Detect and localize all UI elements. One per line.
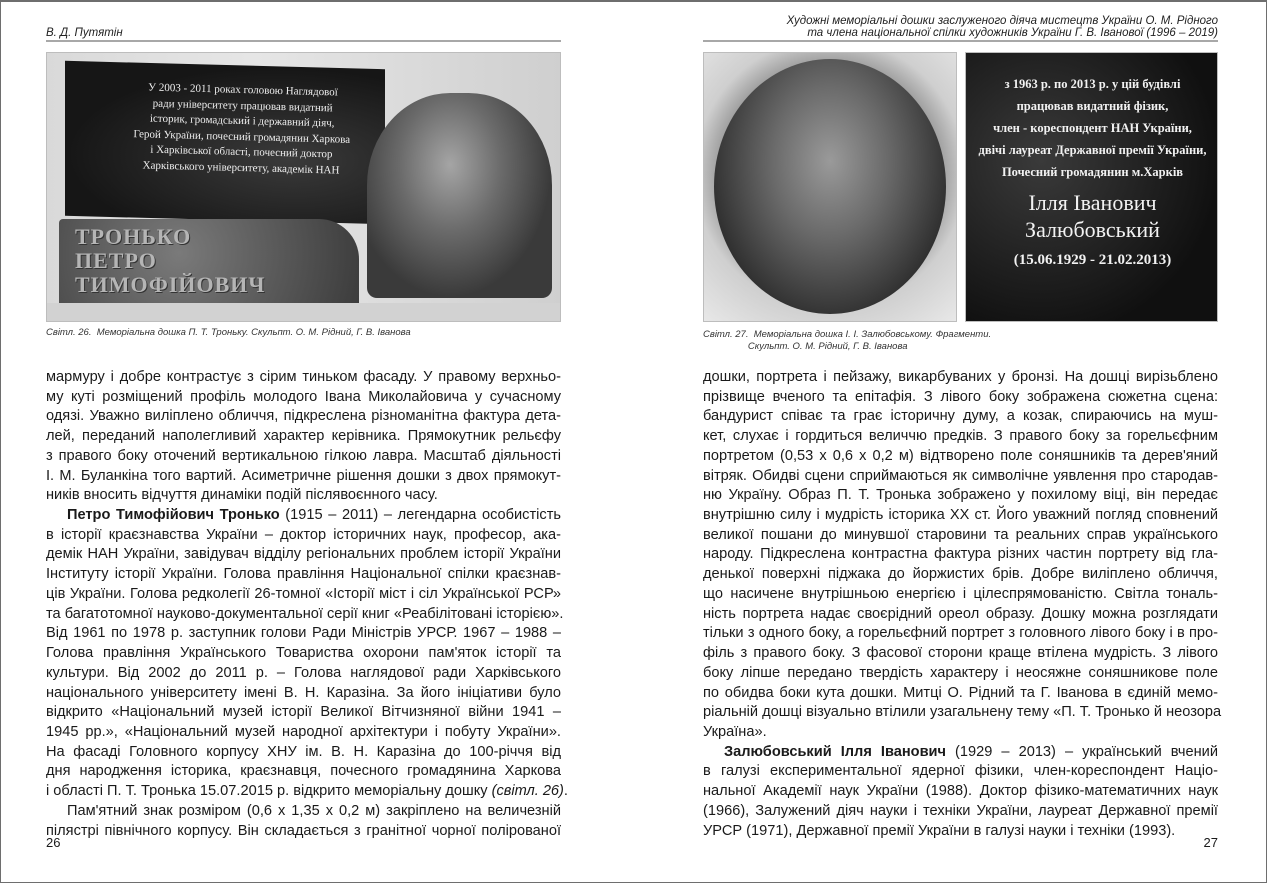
text-line [703,565,1218,585]
line-text: культури. Від 2002 до 2011 р. – Голова наглядової ради Харківського [46,664,561,681]
line-text: лей, переданий наполегливий характер керівника. Прямокутник рельєфу [46,428,561,445]
line-text: і області П. Т. Тронька 15.07.2015 р. відкрито меморіальну дошку (світл. 26). [46,783,568,800]
line-text: одязі. Уважно виліплено обличчя, підкреслена різноманітна фактура дета- [46,408,561,425]
bold-name: Залюбовський Ілля Іванович [724,743,946,760]
header-rule [46,40,561,42]
line-text: Від 1961 по 1978 р. заступник голови Ради Міністрів УРСР. 1967 – 1988 – [46,625,561,642]
line-text: ців України. Голова редколегії 26-томної «Історії міст і сіл Української РСР» [46,585,561,602]
text-line [46,506,561,526]
photo-tronko-plaque [46,52,561,322]
text-line [703,624,1218,644]
line-text: Інституту історії України. Голова правління Національної спілки краєзнав- [46,566,561,583]
text-line [46,684,561,704]
text-line [46,782,568,802]
line-text: ність портрета надає своєрідний ореол образу. Дошку можна розглядати [703,605,1218,622]
line-text: ню Україну. Образ П. Т. Тронька зображено у похилому віці, він передає [703,487,1218,504]
line-text: відкрито «Національний музей історії Великої Вітчизняної війни 1941 – [46,704,561,721]
line-text: з правого боку оточений вертикальною гілкою лавра. Масштаб діяльності [46,447,561,464]
text-line [703,368,1218,388]
text-line [703,664,1218,684]
line-text: дошки, портрета і пейзажу, викарбуваних у бронзі. На дошці вирізьблено [703,369,1218,385]
line-text: демік НАН України, завідувач відділу регіональних проблем історії України [46,546,561,563]
text-line [703,506,1218,526]
text-line [703,684,1218,704]
text-line [703,723,1218,743]
plaque-lines: з 1963 р. по 2013 р. у цій будівлі працював видатний фізик, член - кореспондент НАН України, двічі лауреат Державної премії України, Почесний громадянин м.Харків [978,77,1207,179]
line-text: що насичене внутрішньою енергією і цілеспрямованістю. Світла тональ- [703,585,1218,602]
plaque-inscription [966,73,1218,271]
line-text: нальної Академії наук України (1988). Доктор фізико-математичних наук [703,783,1218,800]
text-line [703,486,1218,506]
text-line [46,802,561,822]
plaque-name: ТРОНЬКО ПЕТРО ТИМОФІЙОВИЧ [75,224,266,297]
text-line [46,526,561,546]
figure-caption-27: Світл. 27. Меморіальна дошка І. І. Залюбовському. Фрагменти. Скульпт. О. М. Рідний, Г. В. Іванова [703,329,992,352]
line-text: прізвище вченого та епітафія. З лівого боку зображена сюжетна сцена: [703,388,1218,405]
line-text: мармуру і добре контрастує з сірим тиньком фасаду. У правому верхньо- [46,369,561,385]
text-line [703,802,1218,822]
wall [47,303,561,322]
text-line [703,545,1218,565]
line-text: На фасаді Головного корпусу ХНУ ім. В. Н. Каразіна до 100-річчя від [46,743,561,760]
line-text: та багатотомної науково-документальної серії книг «Реабілітовані історією». [46,605,564,622]
text-line [46,565,561,585]
line-text: денької поверхні піджака до йоржистих брів. Добре виліплено обличчя, [703,566,1218,583]
text-line [46,743,561,763]
line-text: бандурист співає та грає історичну думу, а козак, спираючись на муш- [703,408,1218,425]
text-line [46,762,561,782]
text-line [46,723,561,743]
line-text: (1929 – 2013) – український вчений [945,743,1218,760]
figure-reference: (світл. 26) [491,783,564,800]
body-text-left [46,368,568,841]
line-text: ників вносить відчуття динаміки подій післявоєнного часу. [46,487,438,504]
plaque-name: Ілля Іванович Залюбовський [1025,190,1160,242]
line-text: в галузі експериментальної ядерної фізики, член-кореспондент Націо- [703,763,1218,780]
text-line [703,447,1218,467]
text-line [46,822,561,842]
line-text: по обидва боки кута дошки. Митці О. Рідний та Г. Іванова в єдиній мемо- [703,684,1218,701]
bold-name: Петро Тимофійович Тронько [67,507,280,524]
line-text: 1945 рр.», «Національний музей народної архітектури і побуту України». [46,723,561,740]
text-line [46,703,561,723]
line-text: Україна». [703,723,767,740]
line-text: філь з правого боку. З фасової сторони краще втілена мудрість. З лівого [703,645,1218,662]
line-text: ріальній дошці візуально втілили узагальнену тему «П. Т. Тронько й неозора [703,704,1222,721]
line-text: пілястрі північного корпусу. Він складається з гранітної чорної полірованої [46,822,561,839]
line-text: боку ліпше передано твердість характеру і неосяжне соняшникове поле [703,664,1218,681]
text-line [46,605,564,625]
line-text: му куті розміщений профіль молодого Івана Миколайовича у сучасному [46,388,561,405]
running-head-line-2: та члена національної спілки художників України Г. В. Іванової (1996 – 2019) [807,27,1218,39]
text-line [46,427,561,447]
header-rule [703,40,1218,42]
plaque-dates: (15.06.1929 - 21.02.2013) [1013,252,1172,268]
text-line [703,407,1218,427]
text-line [46,664,561,684]
line-text: внутрішню силу і мудрість історика ХХ ст. Його уважний погляд сповнений [703,507,1218,524]
line-text: великої пошани до минувшої старовини та реальних справ українського [703,526,1218,543]
line-text: народу. Підкреслена контрастна фактура різних частин портрету від гла- [703,546,1218,563]
line-text: в історії краєзнавства України – доктор історичних наук, професор, ака- [46,526,561,543]
text-line [46,447,561,467]
text-line [703,822,1218,842]
text-line [703,526,1218,546]
text-line [46,388,561,408]
text-line [703,467,1218,487]
figure-caption-26: Світл. 26. Меморіальна дошка П. Т. Троньку. Скульпт. О. М. Рідний, Г. В. Іванова [46,327,411,338]
line-text: (1966), Залужений діяч науки і техніки України, лауреат Державної премії [703,802,1218,819]
plaque-inscription: У 2003 - 2011 роках головою Наглядової ради університету працював видатний історик, громадський і державний діяч, Герой України, почесний громадянин Харкова і Харківської області, почесний доктор Харківського університету, академік НАН [133,81,351,177]
line-text: УРСР (1971), Державної премії України в галузі науки і техніки (1993). [703,822,1176,839]
line-text: І. М. Буланкіна того вартий. Асиметричне рішення дошки з двох прямокут- [46,467,561,484]
text-line [703,388,1218,408]
text-line [46,624,561,644]
running-head-title [703,15,1218,39]
text-line [703,427,1218,447]
body-text-right [703,368,1222,841]
portrait-medallion [714,59,946,314]
text-line [703,644,1218,664]
photo-zalyubovsky-portrait [703,52,957,322]
text-line [46,585,561,605]
text-line [46,407,561,427]
text-line [46,486,561,506]
line-text: національного університету імені В. Н. Каразіна. За його ініціативи було [46,684,561,701]
photo-zalyubovsky-inscription [965,52,1218,322]
line-text: Голова правління Українського Товариства охорони пам'яток історії та [46,645,561,662]
line-text: (1915 – 2011) – легендарна особистість [279,507,561,524]
text-line [703,782,1218,802]
line-text: вітряк. Обидві сцени сприймаються як символічне уявлення про стародав- [703,467,1218,484]
text-line [46,545,561,565]
text-line [46,467,561,487]
line-text: кет, слухає і гордиться величчю предків. З правого боку за горельєфним [703,428,1218,445]
page-number-left: 26 [46,835,61,850]
text-line [46,644,561,664]
text-line [703,703,1222,723]
line-text: портретом (0,53 х 0,6 х 0,2 м) відтворено поле соняшників та дерев'яний [703,447,1218,464]
text-line [703,762,1218,782]
running-head-author: В. Д. Путятін [46,27,123,39]
text-line [703,585,1218,605]
line-text: дня народження історика, краєзнавця, почесного громадянина Харкова [46,763,561,780]
text-line [46,368,561,388]
bust-relief [367,93,552,298]
text-line [703,605,1218,625]
line-text: тільки з одного боку, а горельєфний портрет з головного лівого боку і в про- [703,625,1218,642]
running-head-line-1: Художні меморіальні дошки заслуженого діяча мистецтв України О. М. Рідного [786,15,1218,27]
page-number-right: 27 [1203,835,1218,850]
line-text: Пам'ятний знак розміром (0,6 х 1,35 х 0,2 м) закріплено на величезній [67,802,561,819]
text-line [703,743,1218,763]
